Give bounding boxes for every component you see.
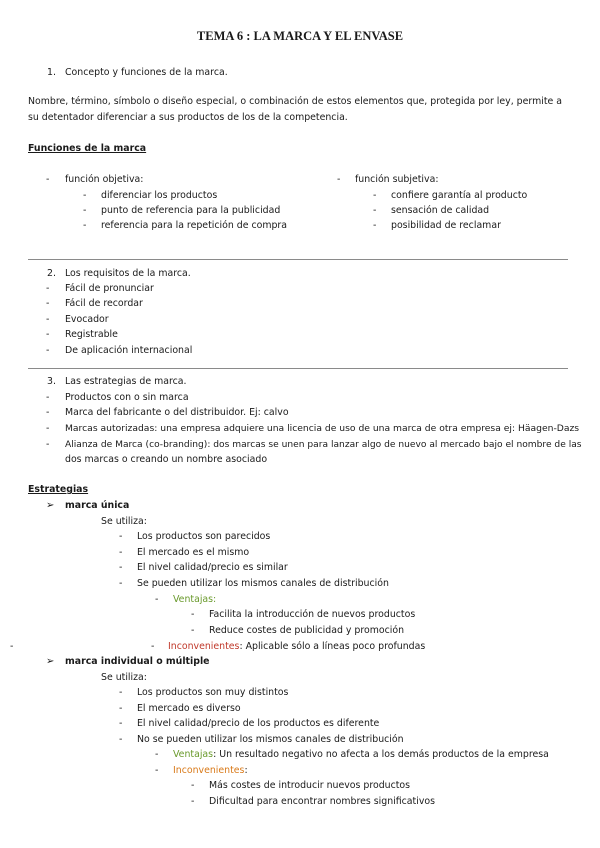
dash-icon: - bbox=[191, 796, 195, 807]
list-item-continuation: dos marcas o creando un nombre asociado bbox=[65, 454, 268, 465]
dash-icon: - bbox=[119, 547, 123, 558]
list-item: No se pueden utilizar los mismos canales de distribución bbox=[137, 734, 404, 745]
list-item: El nivel calidad/precio es similar bbox=[137, 562, 288, 573]
list-item: posibilidad de reclamar bbox=[391, 220, 501, 231]
section-1-heading: Concepto y funciones de la marca. bbox=[65, 67, 228, 78]
list-item: Los productos son muy distintos bbox=[137, 687, 289, 698]
list-item: Productos con o sin marca bbox=[65, 392, 189, 403]
section-1-number: 1. bbox=[47, 67, 56, 78]
list-item: El nivel calidad/precio de los productos es diferente bbox=[137, 718, 380, 729]
disadvantages-colon: : bbox=[244, 765, 248, 776]
section-3-number: 3. bbox=[47, 376, 56, 387]
dash-icon: - bbox=[119, 718, 123, 729]
list-item: Marcas autorizadas: una empresa adquiere una licencia de uso de una marca de otra empresa ej: Häagen-Dazs bbox=[65, 423, 580, 434]
dash-icon: - bbox=[10, 641, 14, 652]
section-3-heading: Las estrategias de marca. bbox=[65, 376, 187, 387]
list-item: sensación de calidad bbox=[391, 205, 490, 216]
dash-icon: - bbox=[46, 439, 50, 450]
list-item: Fácil de recordar bbox=[65, 298, 143, 309]
disadvantages-line bbox=[173, 765, 248, 777]
divider bbox=[28, 259, 568, 260]
dash-icon: - bbox=[119, 531, 123, 542]
dash-icon: - bbox=[119, 562, 123, 573]
dash-icon: - bbox=[46, 423, 50, 434]
list-item: De aplicación internacional bbox=[65, 345, 193, 356]
dash-icon: - bbox=[119, 687, 123, 698]
arrow-bullet-icon: ➢ bbox=[46, 500, 55, 511]
page-title: TEMA 6 : LA MARCA Y EL ENVASE bbox=[196, 29, 404, 43]
list-item: Reduce costes de publicidad y promoción bbox=[209, 625, 405, 636]
advantages-label: Ventajas: bbox=[173, 594, 217, 605]
strategies-heading: Estrategias bbox=[28, 484, 89, 495]
individual-brand-label: marca individual o múltiple bbox=[65, 656, 210, 667]
list-item: punto de referencia para la publicidad bbox=[101, 205, 281, 216]
dash-icon: - bbox=[155, 749, 159, 760]
dash-icon: - bbox=[46, 314, 50, 325]
list-item: referencia para la repetición de compra bbox=[101, 220, 288, 231]
dash-icon: - bbox=[337, 174, 341, 185]
dash-icon: - bbox=[46, 345, 50, 356]
dash-icon: - bbox=[151, 641, 155, 652]
list-item: Evocador bbox=[65, 314, 109, 325]
disadvantages-text: : Aplicable sólo a líneas poco profundas bbox=[239, 641, 426, 652]
advantages-text: : Un resultado negativo no afecta a los demás productos de la empresa bbox=[213, 749, 549, 760]
section-2-heading: Los requisitos de la marca. bbox=[65, 268, 191, 279]
list-item: Registrable bbox=[65, 329, 118, 340]
dash-icon: - bbox=[46, 407, 50, 418]
section-2-number: 2. bbox=[47, 268, 56, 279]
list-item: Se pueden utilizar los mismos canales de distribución bbox=[137, 578, 389, 589]
uses-label: Se utiliza: bbox=[101, 672, 147, 683]
list-item: confiere garantía al producto bbox=[391, 190, 528, 201]
list-item: Fácil de pronunciar bbox=[65, 283, 154, 294]
dash-icon: - bbox=[46, 392, 50, 403]
dash-icon: - bbox=[373, 220, 377, 231]
arrow-bullet-icon: ➢ bbox=[46, 656, 55, 667]
dash-icon: - bbox=[46, 283, 50, 294]
list-item: Más costes de introducir nuevos productos bbox=[209, 780, 411, 791]
dash-icon: - bbox=[46, 329, 50, 340]
list-item: Los productos son parecidos bbox=[137, 531, 271, 542]
disadvantages-label: Inconvenientes bbox=[173, 765, 245, 776]
dash-icon: - bbox=[373, 205, 377, 216]
list-item: Alianza de Marca (co-branding): dos marcas se unen para lanzar algo de nuevo al mercado bajo el nombre de las bbox=[65, 440, 582, 450]
objective-function-label: función objetiva: bbox=[65, 174, 144, 185]
dash-icon: - bbox=[119, 578, 123, 589]
dash-icon: - bbox=[119, 703, 123, 714]
list-item: Marca del fabricante o del distribuidor. Ej: calvo bbox=[65, 407, 289, 418]
uses-label: Se utiliza: bbox=[101, 516, 147, 527]
disadvantages-label: Inconvenientes bbox=[168, 641, 240, 652]
dash-icon: - bbox=[119, 734, 123, 745]
divider bbox=[28, 368, 568, 369]
dash-icon: - bbox=[191, 780, 195, 791]
dash-icon: - bbox=[83, 190, 87, 201]
list-item: Dificultad para encontrar nombres significativos bbox=[209, 796, 435, 807]
list-item: diferenciar los productos bbox=[101, 190, 218, 201]
functions-heading: Funciones de la marca bbox=[28, 143, 147, 154]
advantages-label: Ventajas bbox=[173, 749, 214, 760]
disadvantages-line bbox=[168, 641, 425, 653]
list-item: El mercado es diverso bbox=[137, 703, 241, 714]
advantages-line bbox=[173, 749, 549, 761]
dash-icon: - bbox=[155, 765, 159, 776]
list-item: Facilita la introducción de nuevos productos bbox=[209, 609, 416, 620]
single-brand-label: marca única bbox=[65, 500, 130, 511]
dash-icon: - bbox=[191, 609, 195, 620]
dash-icon: - bbox=[83, 220, 87, 231]
dash-icon: - bbox=[46, 298, 50, 309]
brand-definition: Nombre, término, símbolo o diseño especial, o combinación de estos elementos que, protegida por ley, permite a su detentador diferenciar a sus productos de los de la competencia. bbox=[28, 96, 562, 123]
dash-icon: - bbox=[373, 190, 377, 201]
dash-icon: - bbox=[155, 594, 159, 605]
list-item: El mercado es el mismo bbox=[137, 547, 250, 558]
dash-icon: - bbox=[191, 625, 195, 636]
dash-icon: - bbox=[46, 174, 50, 185]
subjective-function-label: función subjetiva: bbox=[355, 174, 439, 185]
dash-icon: - bbox=[83, 205, 87, 216]
